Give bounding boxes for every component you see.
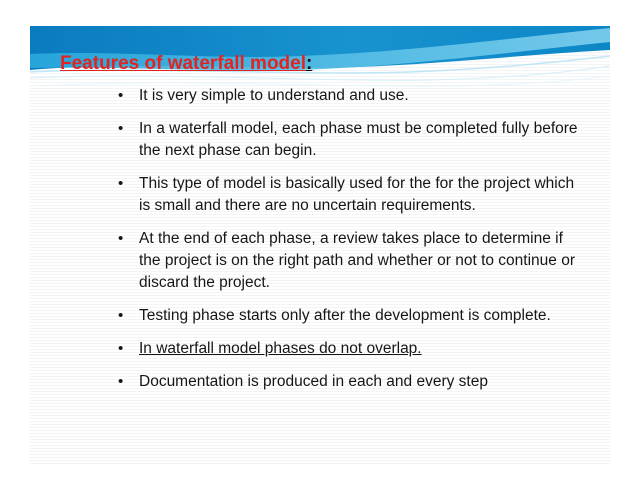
bullet-text: At the end of each phase, a review takes place to determine if the project is on the right path and whether or not to continue or discard the project. [139,230,575,291]
slide-title [60,54,312,73]
bullet-item [118,173,588,217]
slide [30,26,610,464]
bullet-dot-icon: • [118,120,124,137]
bullet-text: Testing phase starts only after the development is complete. [139,307,551,324]
bullet-dot-icon: • [118,307,124,324]
bullet-text: In waterfall model phases do not overlap. [139,340,422,357]
bullet-item [118,338,588,360]
bullet-text: This type of model is basically used for the for the project which is small and there are no uncertain requirements. [139,175,575,214]
bullet-text: In a waterfall model, each phase must be completed fully before the next phase can begin. [139,120,578,159]
bullet-item [118,85,588,107]
bullet-item [118,228,588,294]
slide-title-text: Features of waterfall model [60,53,307,74]
bullet-item [118,118,588,162]
bullet-dot-icon: • [118,340,124,357]
bullet-item [118,305,588,327]
bullet-dot-icon: • [118,230,124,247]
bullet-dot-icon: • [118,373,124,390]
bullet-dot-icon: • [118,175,124,192]
bullet-text: It is very simple to understand and use. [139,87,409,104]
bullet-dot-icon: • [118,87,124,104]
bullet-text: Documentation is produced in each and every step [139,373,488,390]
bullet-list [118,85,588,404]
slide-title-colon: : [306,53,313,74]
bullet-item [118,371,588,393]
